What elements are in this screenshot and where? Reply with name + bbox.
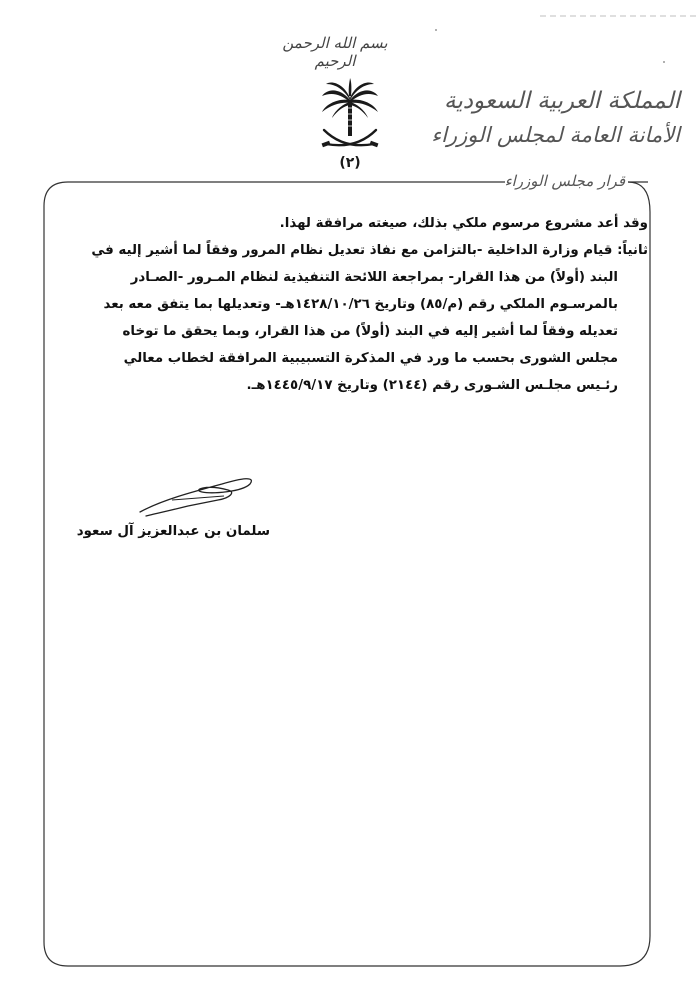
page-number: (٢)	[339, 155, 361, 170]
country-name: المملكة العربية السعودية	[444, 88, 680, 114]
paragraph-1: وقد أعد مشروع مرسوم ملكي بذلك، صيغته مرافقة لهذا.	[279, 216, 648, 231]
secretariat-name: الأمانة العامة لمجلس الوزراء	[431, 123, 680, 147]
basmala: بسم الله الرحمن الرحيم	[282, 34, 388, 70]
frame-title: قرار مجلس الوزراء	[504, 172, 625, 190]
decision-body	[78, 210, 648, 399]
clause-text: قيام وزارة الداخلية -بالتزامن مع نفاذ تعديل نظام المرور وفقاً لما أشير إليه في البند (أولاً) من هذا القرار- بمراجعة اللائحة التنفيذية لنظام المـرور -الصـادر بالمرسـوم الملكي رقم (م/٨٥) وتاريخ ١٤٢٨/١٠/٢٦هـ- وتعديلها بما يتفق معه بعد تعديله وفقاً لما أشير إليه في البند (أولاً) من هذا القرار، وبما يحقق ما توخاه مجلس الشورى بحسب ما ورد في المذكرة التسبيبية المرافقة لخطاب معالي رئـيس مجلـس الشـورى رقم (٢١٤٤) وتاريخ ١٤٤٥/٩/١٧هـ.	[91, 243, 618, 393]
paragraph-2	[78, 237, 648, 399]
signatory-name: سلمان بن عبدالعزيز آل سعود	[76, 524, 270, 539]
handwritten-signature	[132, 470, 262, 520]
clause-label: ثانياً:	[617, 243, 648, 258]
